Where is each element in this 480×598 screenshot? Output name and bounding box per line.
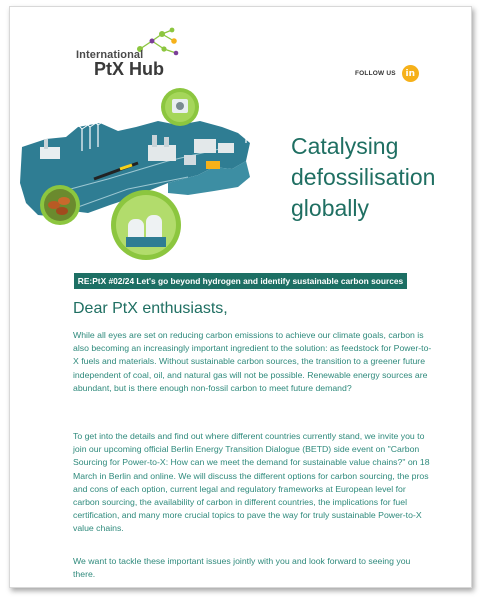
body-paragraph: To get into the details and find out where different countries currently stand, we invite you to join our upcoming official Berlin Energy Transition Dialogue (BETD) side event on "Carbon Sourcing for Power-to-X: How can we meet the demand for sustainable value chains?" on 18 March in Berlin and online. We will discuss the different options for carbon sourcing, the pros and cons of each option, current legal and regulatory frameworks at European level for carbon sourcing, the availability of carbon in different countries, the implications for fuel certification, and many more crucial topics to pave the way for truly sustainable Power-to-X value chains. bbox=[73, 431, 430, 534]
follow-us-label: FOLLOW US bbox=[355, 70, 396, 77]
follow-us bbox=[355, 65, 419, 82]
greeting-heading: Dear PtX enthusiasts, bbox=[73, 300, 228, 317]
body-paragraph: While all eyes are set on reducing carbon emissions to achieve our climate goals, carbon is also becoming an increasingly important ingredient to the solution: as feedstock for Power-to-X fuels and materials. Without sustainable carbon sources, the transition to a greener future independent of coal, oil, and natural gas will not be possible. Renewable energy sources are abundant, but is there enough non-fossil carbon to meet future demand? bbox=[73, 330, 432, 393]
logo-line-2: PtX Hub bbox=[94, 59, 164, 79]
hero-headline bbox=[291, 131, 466, 224]
body-paragraph: We want to tackle these important issues jointly with you and look forward to seeing you there. bbox=[73, 556, 411, 580]
headline-line: Catalysing bbox=[291, 133, 399, 159]
hero-illustration bbox=[18, 87, 273, 267]
headline-line: globally bbox=[291, 195, 369, 221]
headline-line: defossilisation bbox=[291, 164, 436, 190]
linkedin-icon[interactable]: in bbox=[402, 65, 419, 82]
newsletter-page bbox=[9, 6, 472, 588]
logo-line-1: International bbox=[76, 49, 144, 61]
issue-banner: RE:PtX #02/24 Let's go beyond hydrogen and identify sustainable carbon sources bbox=[74, 273, 407, 289]
ptx-hub-logo[interactable] bbox=[74, 27, 184, 79]
